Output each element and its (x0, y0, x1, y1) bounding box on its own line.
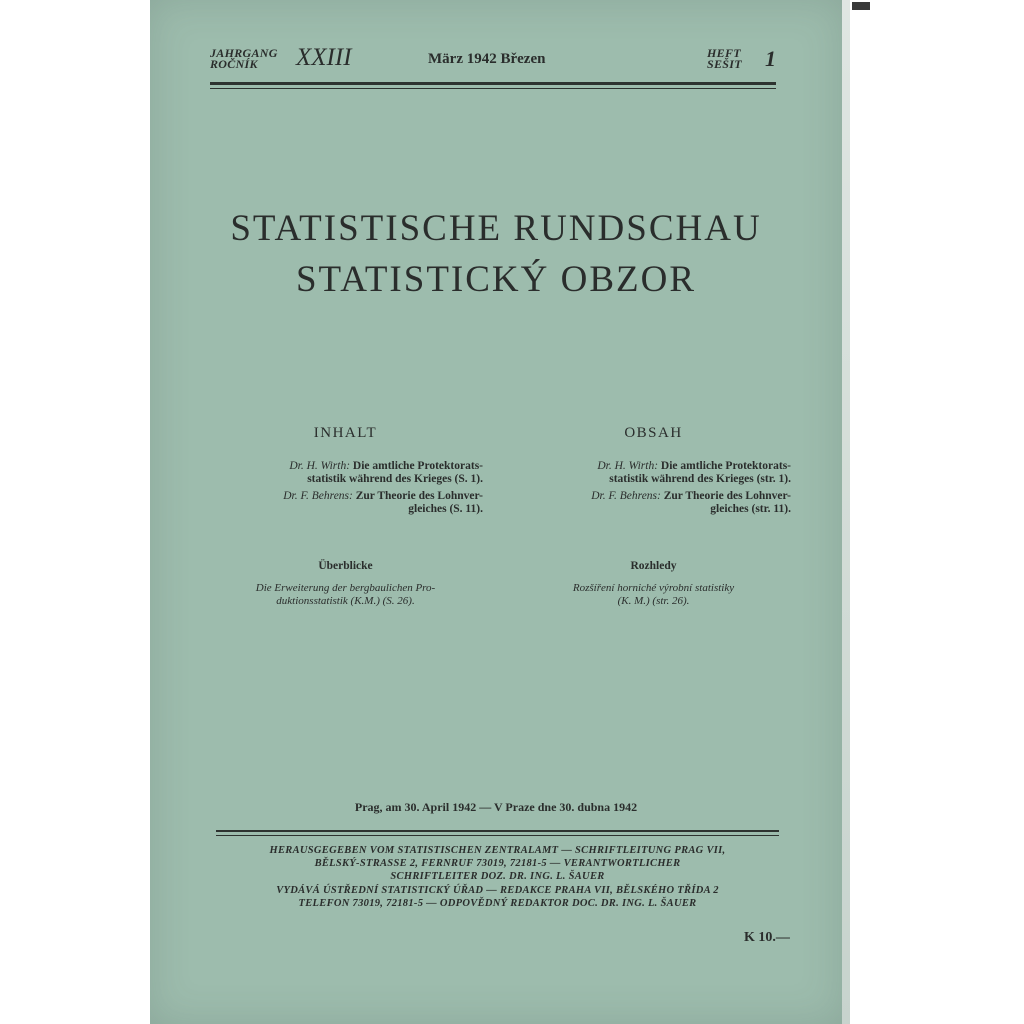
contents-heading-de: INHALT (313, 425, 378, 441)
overview-entry-de (208, 582, 483, 608)
price-label: K 10.— (744, 930, 790, 945)
imprint-line: HERAUSGEGEBEN VOM STATISTISCHEN ZENTRALAMT — SCHRIFTLEITUNG PRAG VII, (269, 845, 726, 856)
contents-entry (208, 460, 483, 486)
entry-title-line: Zur Theorie des Lohnver- (355, 490, 483, 502)
contents-heading-cz: OBSAH (624, 425, 683, 441)
entry-title-line: gleiches (str. 11). (710, 503, 791, 515)
overview-heading-cz: Rozhledy (630, 560, 677, 572)
overview-line: Rozšíření horniché výrobní statistiky (572, 582, 735, 594)
imprint-german (216, 844, 779, 883)
entry-title-line: gleiches (S. 11). (408, 503, 483, 515)
issue-number: 1 (765, 46, 776, 71)
contents-entry (516, 460, 791, 486)
overview-line: duktionsstatistik (K.M.) (S. 26). (276, 595, 415, 607)
place-date-line: Prag, am 30. April 1942 — V Praze dne 30. dubna 1942 (354, 800, 638, 814)
title-german: STATISTISCHE RUNDSCHAU (230, 208, 762, 249)
issue-label-cz: SEŠIT (707, 57, 742, 71)
volume-label-cz: ROČNÍK (210, 57, 258, 71)
overview-heading-de: Überblicke (318, 560, 373, 572)
entry-title-line: Die amtliche Protektorats- (660, 460, 791, 472)
volume-number: XXIII (296, 44, 352, 71)
page-edge (842, 0, 850, 1024)
entry-title-line: statistik während des Krieges (S. 1). (307, 473, 483, 485)
footer-rule-thin (216, 835, 779, 836)
entry-author: Dr. F. Behrens: (591, 490, 661, 502)
contents-entry (516, 490, 791, 516)
corner-mark (852, 2, 870, 10)
volume-labels (210, 48, 278, 70)
imprint-czech (216, 884, 779, 910)
issue-labels (707, 48, 742, 70)
imprint-line: SCHRIFTLEITER DOZ. DR. ING. L. ŠAUER (390, 871, 605, 882)
footer-rule-thick (216, 830, 779, 832)
entry-author: Dr. H. Wirth: (597, 460, 659, 472)
contents-entry (208, 490, 483, 516)
header-rule-thin (210, 88, 776, 89)
issue-date: März 1942 Březen (428, 51, 546, 67)
entry-title-line: statistik während des Krieges (str. 1). (609, 473, 791, 485)
overview-line: (K. M.) (str. 26). (617, 595, 690, 607)
imprint-line: TELEFON 73019, 72181-5 — ODPOVĚDNÝ REDAKTOR DOC. DR. ING. L. ŠAUER (298, 898, 697, 909)
entry-author: Dr. H. Wirth: (289, 460, 351, 472)
volume-label-de: JAHRGANG (210, 46, 278, 60)
imprint-line: VYDÁVÁ ÚSTŘEDNÍ STATISTICKÝ ÚŘAD — REDAKCE PRAHA VII, BĚLSKÉHO TŘÍDA 2 (276, 885, 719, 896)
imprint-line: BĚLSKÝ-STRASSE 2, FERNRUF 73019, 72181-5 — VERANTWORTLICHER (314, 858, 681, 869)
issue-header (210, 44, 775, 84)
title-czech: STATISTICKÝ OBZOR (295, 259, 697, 300)
entry-author: Dr. F. Behrens: (283, 490, 353, 502)
entry-title-line: Zur Theorie des Lohnver- (663, 490, 791, 502)
header-rule-thick (210, 82, 776, 85)
overview-entry-cz (516, 582, 791, 608)
overview-line: Die Erweiterung der bergbaulichen Pro- (255, 582, 436, 594)
issue-label-de: HEFT (707, 46, 741, 60)
entry-title-line: Die amtliche Protektorats- (352, 460, 483, 472)
